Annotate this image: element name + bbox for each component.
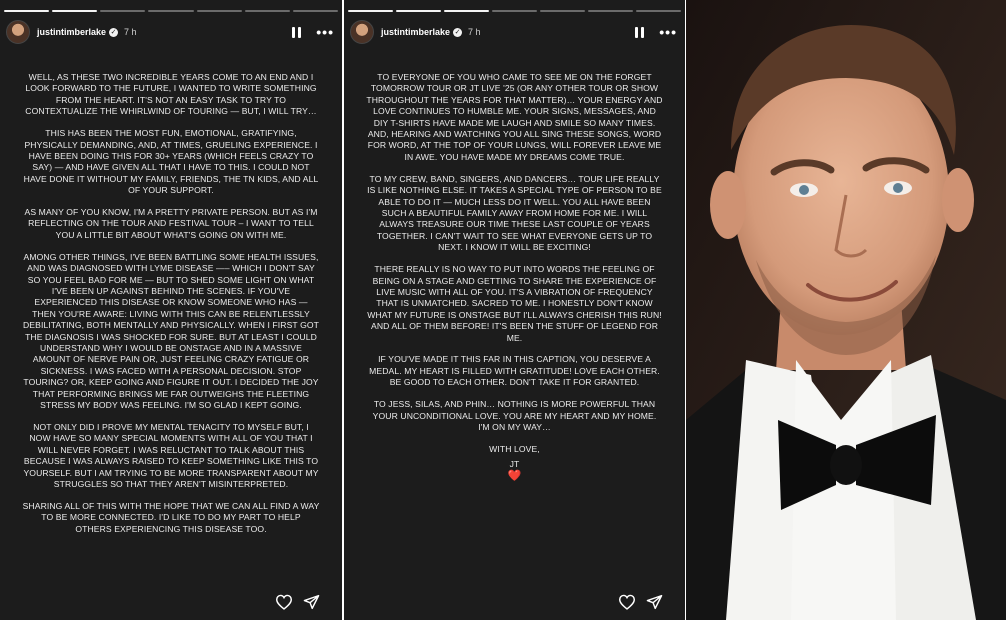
signature: JT xyxy=(509,459,520,470)
progress-segment xyxy=(540,10,585,12)
caption-paragraph: AS MANY OF YOU KNOW, I'M A PRETTY PRIVATE PERSON. BUT AS I'M REFLECTING ON THE TOUR AND FESTIVAL TOUR – I WANT TO TELL YOU A LITTLE BIT ABOUT WHAT'S GOING ON WITH ME. xyxy=(24,207,318,240)
progress-segment xyxy=(197,10,242,12)
progress-segment xyxy=(636,10,681,12)
story-caption xyxy=(22,72,320,546)
story-progress-bar xyxy=(4,10,338,13)
caption-paragraph: WITH LOVE, xyxy=(489,443,540,454)
caption-paragraph: TO EVERYONE OF YOU WHO CAME TO SEE ME ON THE FORGET TOMORROW TOUR OR JT LIVE '25 (OR ANY OTHER TOUR OR SHOW THROUGHOUT THE YEARS FOR THAT MATTER)… YOUR ENERGY AND LOVE CONTINUES TO HUMBLE ME. YOUR SIGNS, MESSAGES, AND DIY T-SHIRTS HAVE MADE ME LAUGH AND SMILE SO MANY TIMES. AND, HEARING AND WATCHING YOU ALL SING THESE SONGS, WORD FOR WORD, AT THE TOP OF YOUR LUNGS, WILL FOREVER LEAVE ME IN AWE. YOU HAVE MADE MY DREAMS COME TRUE. xyxy=(366,72,663,162)
progress-segment xyxy=(348,10,393,12)
caption-paragraph: SHARING ALL OF THIS WITH THE HOPE THAT WE CAN ALL FIND A WAY TO BE MORE CONNECTED. I'D LIKE TO DO MY PART TO HELP OTHERS EXPERIENCING THIS DISEASE TOO. xyxy=(22,500,320,534)
send-icon[interactable] xyxy=(303,594,320,610)
caption-paragraph: THIS HAS BEEN THE MOST FUN, EMOTIONAL, GRATIFYING, PHYSICALLY DEMANDING, AND, AT TIMES, GRUELING EXPERIENCE. I HAVE BEEN DOING THIS FOR 30+ YEARS (WHICH FEELS CRAZY TO SAY) — AND HAVE GIVEN ALL THAT I HAVE TO THIS. I COULD NOT HAVE DONE IT WITHOUT MY FAMILY, FRIENDS, THE TN KIDS, AND ALL OF YOUR SUPPORT. xyxy=(23,128,319,196)
caption-paragraph: NOT ONLY DID I PROVE MY MENTAL TENACITY TO MYSELF BUT, I NOW HAVE SO MANY SPECIAL MOMENTS WITH ALL OF YOU THAT I WILL NEVER FORGET. I WAS RELUCTANT TO TALK ABOUT THIS BECAUSE I WAS ALWAYS RAISED TO KEEP SOMETHING LIKE THIS TO YOURSELF. BUT I AM TRYING TO BE MORE TRANSPARENT ABOUT MY STRUGGLES SO THAT THEY AREN'T MISINTERPRETED. xyxy=(23,421,319,489)
verified-badge-icon: ✓ xyxy=(454,28,461,36)
caption-paragraph: TO MY CREW, BAND, SINGERS, AND DANCERS… TOUR LIFE REALLY IS LIKE NOTHING ELSE. IT TAKES A SPECIAL TYPE OF PERSON TO BE ABLE TO DO IT — MUCH LESS DO IT WELL. YOU ALL HAVE BEEN SUCH A BEAUTIFUL FAMILY AWAY FROM HOME FOR ME. I WILL ALWAYS TREASURE OUR TIME THESE LAST COUPLE OF YEARS TOGETHER. I CAN'T WAIT TO SEE WHAT EVERYONE GETS UP TO NEXT. I KNOW IT WILL BE EXCITING! xyxy=(367,173,662,253)
progress-segment xyxy=(588,10,633,12)
story-progress-bar xyxy=(348,10,681,13)
post-time: 7 h xyxy=(468,27,481,37)
username[interactable]: justintimberlake xyxy=(381,27,451,37)
more-options-icon[interactable]: ••• xyxy=(316,24,334,40)
story-caption xyxy=(366,72,663,493)
story-header xyxy=(6,21,334,43)
story-actions xyxy=(618,594,663,610)
avatar[interactable] xyxy=(6,20,30,44)
heart-icon[interactable] xyxy=(275,594,293,610)
post-time: 7 h xyxy=(124,27,137,37)
story-panel-left[interactable] xyxy=(0,0,342,620)
pause-icon[interactable] xyxy=(635,27,645,38)
caption-paragraph: TO JESS, SILAS, AND PHIN… NOTHING IS MORE POWERFUL THAN YOUR UNCONDITIONAL LOVE. YOU ARE MY HEART AND MY HOME. I'M ON MY WAY… xyxy=(372,399,657,432)
send-icon[interactable] xyxy=(646,594,663,610)
portrait-photo xyxy=(686,0,1006,620)
progress-segment xyxy=(100,10,145,12)
progress-segment xyxy=(52,10,97,12)
story-panel-right[interactable] xyxy=(344,0,685,620)
portrait-illustration xyxy=(686,0,1006,620)
progress-segment xyxy=(293,10,338,12)
story-actions xyxy=(275,594,320,610)
caption-paragraph: THERE REALLY IS NO WAY TO PUT INTO WORDS THE FEELING OF BEING ON A STAGE AND GETTING TO SHARE THE EXPERIENCE OF LIVE MUSIC WITH ALL OF YOU. IT'S A VIBRATION OF FREQUENCY THAT IS UNMATCHED. SACRED TO ME. I HONESTLY DON'T KNOW WHAT MY FUTURE IS ONSTAGE BUT I'LL ALWAYS CHERISH THIS RUN! AND ALL OF THEM BEFORE! IT'S BEEN THE STUFF OF LEGEND FOR ME. xyxy=(367,264,662,343)
caption-paragraph: WELL, AS THESE TWO INCREDIBLE YEARS COME TO AN END AND I LOOK FORWARD TO THE FUTURE, I WANTED TO WRITE SOMETHING FROM THE HEART. IT'S NOT AN EASY TASK TO TRY TO CONTEXTUALIZE THE WHIRLWIND OF TOURING — BUT, I WILL TRY… xyxy=(25,72,317,117)
progress-segment xyxy=(492,10,537,12)
more-options-icon[interactable]: ••• xyxy=(659,24,677,40)
story-header xyxy=(350,21,677,43)
progress-segment xyxy=(444,10,489,12)
username[interactable]: justintimberlake xyxy=(37,27,107,37)
heart-emoji: ❤️ xyxy=(507,469,522,482)
avatar[interactable] xyxy=(350,20,374,44)
caption-paragraph: IF YOU'VE MADE IT THIS FAR IN THIS CAPTION, YOU DESERVE A MEDAL. MY HEART IS FILLED WITH GRATITUDE! LOVE EACH OTHER. BE GOOD TO EACH OTHER. DON'T TAKE IT FOR GRANTED. xyxy=(369,354,660,388)
heart-icon[interactable] xyxy=(618,594,636,610)
progress-segment xyxy=(396,10,441,12)
caption-paragraph: AMONG OTHER THINGS, I'VE BEEN BATTLING SOME HEALTH ISSUES, AND WAS DIAGNOSED WITH LYME DISEASE —– WHICH I DON'T SAY SO YOU FEEL BAD FOR ME — BUT TO SHED SOME LIGHT ON WHAT I'VE BEEN UP AGAINST BEHIND THE SCENES. IF YOU'VE EXPERIENCED THIS DISEASE OR KNOW SOMEONE WHO HAS — THEN YOU'RE AWARE: LIVING WITH THIS CAN BE RELENTLESSLY DEBILITATING, BOTH MENTALLY AND PHYSICALLY. WHEN I FIRST GOT THE DIAGNOSIS I WAS SHOCKED FOR SURE. BUT AT LEAST I COULD UNDERSTAND WHY I WOULD BE ONSTAGE AND IN A MASSIVE AMOUNT OF NERVE PAIN OR, JUST FEELING CRAZY FATIGUE OR SICKNESS. I WAS FACED WITH A PERSONAL DECISION. STOP TOURING? OR, KEEP GOING AND FIGURE IT OUT. I DECIDED THE JOY THAT PERFORMING BRINGS ME FAR OUTWEIGHS THE FLEETING STRESS MY BODY WAS FEELING. I'M SO GLAD I KEPT GOING. xyxy=(22,251,319,411)
progress-segment xyxy=(148,10,193,12)
verified-badge-icon: ✓ xyxy=(110,28,117,36)
progress-segment xyxy=(245,10,290,12)
progress-segment xyxy=(4,10,49,12)
pause-icon[interactable] xyxy=(292,27,302,38)
